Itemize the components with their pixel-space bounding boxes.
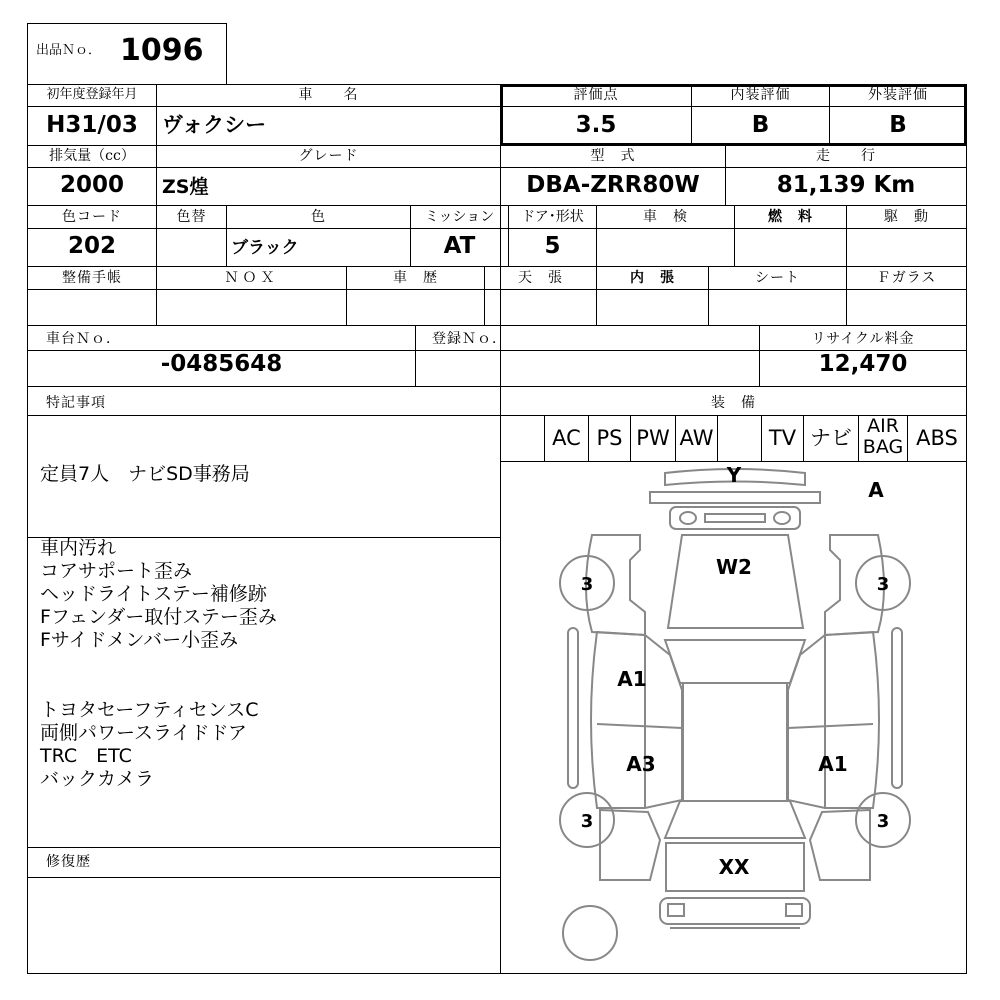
mark-front-left-pillar: A1 [617, 667, 647, 691]
note-line: 両側パワースライドドア [40, 722, 247, 744]
mission-label: ミッション [424, 209, 495, 225]
color-code-label: 色コード [62, 209, 122, 225]
recycle-label: リサイクル料金 [811, 331, 915, 347]
roof-label: 天 張 [518, 270, 563, 286]
registration-label: 登録Ｎｏ． [432, 331, 507, 347]
exterior-score-label: 外装評価 [868, 87, 928, 103]
exterior-score-value: B [889, 112, 907, 138]
car-name-label: 車 名 [298, 87, 359, 103]
inspection-label: 車 検 [643, 209, 688, 225]
mark-right-door: A1 [818, 752, 848, 776]
notes-line1: 定員7人 ナビSD事務局 [40, 463, 250, 485]
color-code-value: 202 [67, 233, 116, 259]
tire-value: 3 [876, 811, 890, 832]
equipment-item: AIR BAG [862, 415, 904, 458]
chassis-value: -0485648 [160, 351, 283, 377]
note-line: トヨタセーフティセンスC [40, 699, 259, 721]
grade-label: グレード [298, 148, 359, 164]
note-line: TRC ETC [40, 745, 132, 767]
color-change-label: 色替 [176, 209, 207, 225]
equipment-label: 装 備 [711, 395, 756, 411]
displacement-label: 排気量（cc） [49, 148, 135, 164]
first-reg-value: H31/03 [46, 112, 138, 138]
model-label: 型 式 [590, 148, 636, 164]
spare-tire [563, 906, 617, 960]
mark-windshield: W2 [716, 555, 752, 579]
fglass-label: Ｆガラス [876, 270, 937, 286]
equipment-item: ABS [916, 426, 958, 450]
mark-corner: A [868, 478, 884, 502]
color-label: 色 [311, 209, 326, 225]
mileage-label: 走 行 [816, 148, 876, 164]
mark-rear: XX [718, 855, 750, 879]
interior-score-value: B [751, 112, 770, 138]
mileage-value: 81,139 Km [776, 172, 916, 198]
fuel-label: 燃 料 [768, 209, 813, 225]
model-value: DBA-ZRR80W [526, 172, 700, 198]
color-value: ブラック [231, 238, 299, 258]
equipment-item: AC [552, 426, 581, 450]
note-line: Fフェンダー取付ステー歪み [40, 606, 277, 628]
score-label: 評価点 [573, 87, 619, 103]
lot-number: 1096 [120, 33, 204, 68]
car-name-value: ヴォクシー [162, 113, 267, 137]
displacement-value: 2000 [59, 172, 124, 198]
notes-label: 特記事項 [46, 395, 106, 411]
interior-score-label: 内装評価 [730, 87, 791, 103]
mark-left-door: A3 [626, 752, 656, 776]
note-line: 車内汚れ [40, 537, 117, 559]
tire-value: 3 [580, 574, 594, 595]
equipment-item: PW [636, 426, 670, 450]
mark-top: Y [726, 463, 742, 487]
seat-label: シート [755, 270, 800, 286]
note-line: コアサポート歪み [40, 560, 193, 582]
interior-trim-label: 内 張 [630, 270, 675, 286]
tire-value: 3 [876, 574, 890, 595]
recycle-value: 12,470 [818, 351, 908, 377]
note-line: Fサイドメンバー小歪み [40, 629, 239, 651]
note-line: ヘッドライトステー補修跡 [40, 583, 267, 605]
car-damage-diagram [501, 462, 966, 973]
tire-value: 3 [580, 811, 594, 832]
equipment-item: TV [768, 426, 797, 450]
mission-value: AT [443, 233, 476, 259]
equipment-item: PS [596, 426, 623, 450]
equipment-item: ナビ [810, 426, 852, 450]
nox-label: ＮＯＸ [224, 270, 279, 286]
first-reg-label: 初年度登録年月 [46, 87, 138, 102]
drive-label: 駆 動 [884, 209, 929, 225]
door-label: ドア･形状 [521, 209, 584, 225]
door-value: 5 [544, 233, 561, 259]
lot-label: 出品Ｎｏ． [36, 43, 102, 58]
chassis-label: 車台Ｎｏ． [46, 331, 121, 347]
grade-value: ZS煌 [162, 176, 209, 198]
history-label: 車 歴 [393, 270, 438, 286]
note-line: バックカメラ [40, 768, 155, 790]
equipment-item: AW [679, 426, 714, 450]
repair-history-label: 修復歴 [46, 854, 91, 870]
score-value: 3.5 [575, 112, 617, 138]
maintenance-label: 整備手帳 [62, 270, 122, 286]
